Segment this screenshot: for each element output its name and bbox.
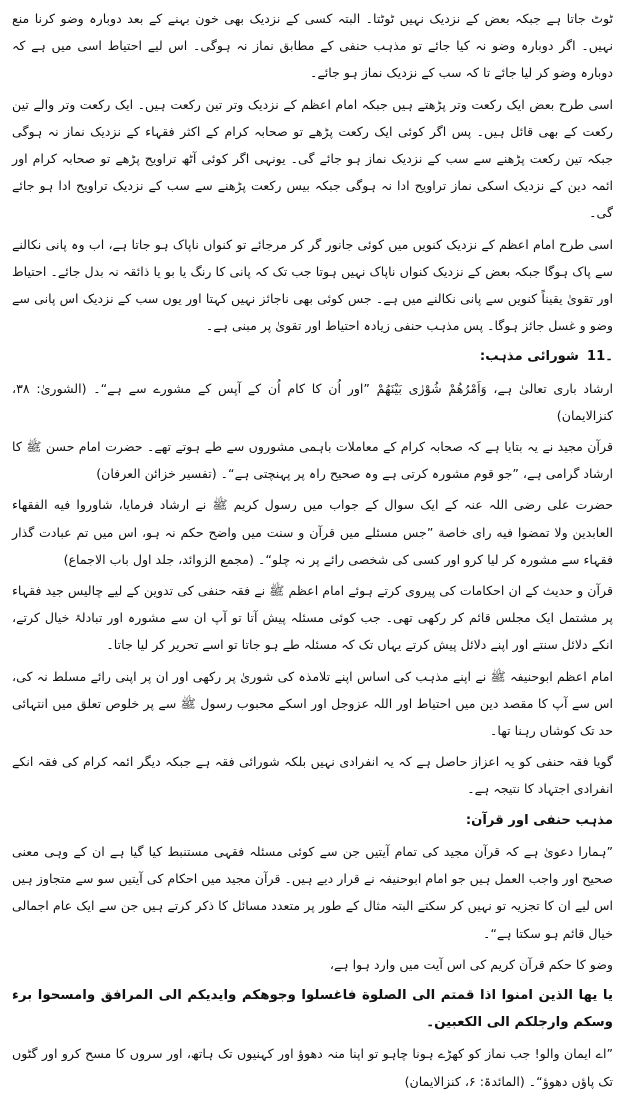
paragraph-witr: اسی طرح بعض ایک رکعت وتر پڑھتے ہیں جبکہ امام اعظم کے نزدیک وتر تین رکعت ہیں۔ ایک رکعت وتر والے تین رکعت کے بھی قائل ہیں۔ پس اگر کوئی ایک رکعت پڑھے تو صحابہ کرام کے اکثر فقہاء کے نزدیک نماز نہ ہوگی جبکہ تین رکعت پڑھنے سے سب کے نزدیک نماز ہو جائے گی۔ یونہی اگر کوئی آٹھ تراویح پڑھے تو صحابہ کرام اور ائمہ دین کے نزدیک اسکی نماز تراویح ادا نہ ہوگی جبکہ بیس رکعت پڑھنے سے سب کے نزدیک تراویح ادا ہو جائے گی۔ (12, 96, 613, 221)
paragraph-hadith-council: قرآن و حدیث کے ان احکامات کی پیروی کرتے ہوئے امام اعظم ﷺ نے فقہ حنفی کی تدوین کے لیے چالیس جید فقہاء پر مشتمل ایک مجلس قائم کر رکھی تھی۔ جب کوئی مسئلہ پیش آتا تو آپ ان سے مشورہ اور تبادلۂ خیال کرتے، انکے دلائل سنتے اور اپنے دلائل پیش کرتے یہاں تک کہ مسئلہ طے ہو جاتا تو اسے تحریر کر لیا جاتا۔ (12, 583, 613, 653)
subheading-madhhab-quran: مذہب حنفی اور قرآن: (465, 812, 613, 828)
paragraph-well: اسی طرح امام اعظم کے نزدیک کنویں میں کوئی جانور گر کر مرجائے تو کنواں ناپاک ہو جاتا ہے، اب وہ پانی نکالنے سے پاک ہوگا جبکہ بعض کے نزدیک کنواں ناپاک نہیں ہوتا جب تک کہ پانی کا رنگ یا بو یا ذائقہ نہ بدل جائے۔ احتیاط اور تقویٰ یقیناً کنویں سے پانی نکالنے میں ہے۔ جس کوئی بھی ناجائز نہیں کہتا اور یوں سب کے نزدیک اس پانی سے وضو و غسل جائز ہوگا۔ پس مذہب حنفی زیادہ احتیاط اور تقویٰ پر مبنی ہے۔ (12, 236, 613, 334)
paragraph-fiqh-hanafi: گویا فقہ حنفی کو یہ اعزاز حاصل ہے کہ یہ انفرادی نہیں بلکہ شورائی فقہ ہے جبکہ دیگر ائمہ کرام کی فقہ انکے انفرادی اجتہاد کا نتیجہ ہے۔ (12, 754, 613, 797)
quran-ayah-arabic: يا يها الذين امنوا اذا قمتم الى الصلوة فاغسلوا وجوهكم وايديكم الى المرافق وامسحوا برء وسكم وارجلكم الى الكعبين۔ (12, 987, 613, 1031)
paragraph-wudu-hukm: وضو کا حکم قرآن کریم کی اس آیت میں وارد ہوا ہے، (329, 956, 613, 972)
section-title: شورائی مذہب: (479, 349, 579, 365)
paragraph-quran-verse: ارشاد باری تعالیٰ ہے، وَاَمْرُهُمْ شُوْرٰى بَيْنَهُمْ ”اور اُن کا کام اُن کے آپس کے مشورے سے ہے“۔ (الشوریٰ: ۳۸، کنزالایمان) (12, 380, 613, 423)
paragraph-claim-quote: ”ہمارا دعویٰ ہے کہ قرآن مجید کی تمام آیتیں جن سے کوئی مسئلہ فقہی مستنبط کیا گیا ہے ان کے وہی معنی صحیح اور واجب العمل ہیں جو امام ابوحنیفہ نے قرار دیے ہیں۔ قرآن مجید میں احکام کی آیتیں سو سے متجاوز ہیں اس لیے ان کا تجزیہ تو نہیں کر سکتے البتہ مثال کے طور پر متعدد مسائل کا ذکر کرتے ہیں جن سے ایک عام اجمالی خیال قائم ہو سکتا ہے“۔ (12, 843, 613, 941)
paragraph-translation: ”اے ایمان والو! جب نماز کو کھڑے ہونا چاہو تو اپنا منہ دھوؤ اور کہنیوں تک ہاتھ، اور سروں کا مسح کرو اور گٹوں تک پاؤں دھوؤ“۔ (المائدۃ: ۶، کنزالایمان) (12, 1046, 613, 1089)
paragraph-imam-hasan: قرآن مجید نے یہ بتایا ہے کہ صحابہ کرام کے معاملات باہمی مشوروں سے طے ہوتے تھے۔ حضرت امام حسن ﷺ کا ارشاد گرامی ہے، ”جو قوم مشورہ کرتی ہے وہ صحیح راہ پر پہنچتی ہے“۔ (تفسیر خزائن العرفان) (12, 439, 613, 482)
section-heading-11 (12, 343, 613, 370)
paragraph-imam-azam: امام اعظم ابوحنیفہ ﷺ نے اپنے مذہب کی اساس اپنے تلامذہ کی شوریٰ پر رکھی اور ان پر اپنی رائے مسلط نہ کی، اس سے آپ کا مقصد دین میں احتیاط اور اللہ عزوجل اور اسکے محبوب رسول ﷺ سے پر خلوص تعلق میں انتہائی حد تک کوشاں رہنا تھا۔ (12, 668, 613, 739)
section-number: 11۔ (586, 349, 613, 365)
paragraph-wudu: ٹوٹ جاتا ہے جبکہ بعض کے نزدیک نہیں ٹوٹتا۔ البتہ کسی کے نزدیک بھی خون بہنے کے بعد دوبارہ وضو کرنا منع نہیں۔ اگر دوبارہ وضو نہ کیا جائے تو مذہب حنفی کے مطابق نماز نہ ہوگی۔ اس لیے احتیاط اسی میں ہے کہ دوبارہ وضو کر لیا جائے تا کہ سب کے نزدیک نماز ہو جائے۔ (12, 11, 613, 81)
paragraph-hazrat-ali: حضرت علی رضی اللہ عنہ کے ایک سوال کے جواب میں رسول کریم ﷺ نے ارشاد فرمایا، شاوروا فيه الفقهاء العابدين ولا تمضوا فيه راى خاصة ”جس مسئلے میں قرآن و سنت میں واضح حکم نہ ہو، اس میں تم عبادت گذار فقہاء سے مشورہ کر لیا کرو اور کسی کی شخصی رائے پر نہ چلو“۔ (مجمع الزوائد، جلد اول باب الاجماع) (12, 497, 613, 567)
